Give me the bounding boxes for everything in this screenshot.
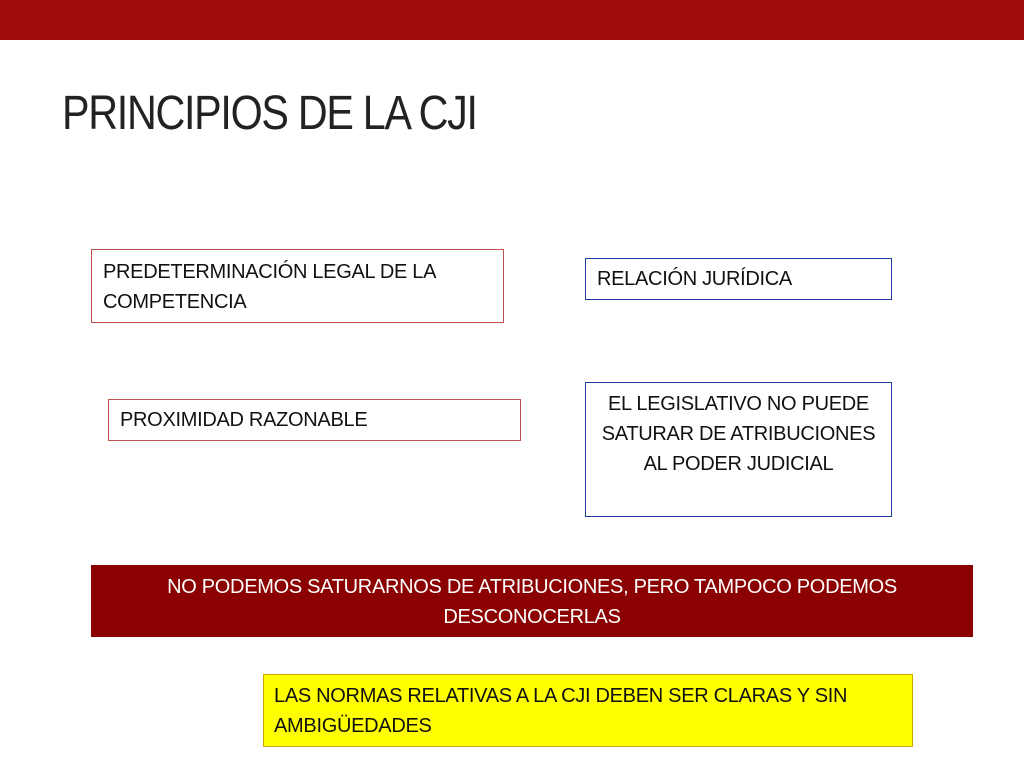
principle-box-predeterminacion: PREDETERMINACIÓN LEGAL DE LA COMPETENCIA — [91, 249, 504, 323]
slide-title: PRINCIPIOS DE LA CJI — [62, 87, 477, 140]
top-accent-bar — [0, 0, 1024, 40]
note-box-normas: LAS NORMAS RELATIVAS A LA CJI DEBEN SER CLARAS Y SIN AMBIGÜEDADES — [263, 674, 913, 747]
conclusion-banner: NO PODEMOS SATURARNOS DE ATRIBUCIONES, PERO TAMPOCO PODEMOS DESCONOCERLAS — [91, 565, 973, 637]
principle-box-legislativo: EL LEGISLATIVO NO PUEDE SATURAR DE ATRIBUCIONES AL PODER JUDICIAL — [585, 382, 892, 517]
principle-box-relacion: RELACIÓN JURÍDICA — [585, 258, 892, 300]
principle-box-proximidad: PROXIMIDAD RAZONABLE — [108, 399, 521, 441]
